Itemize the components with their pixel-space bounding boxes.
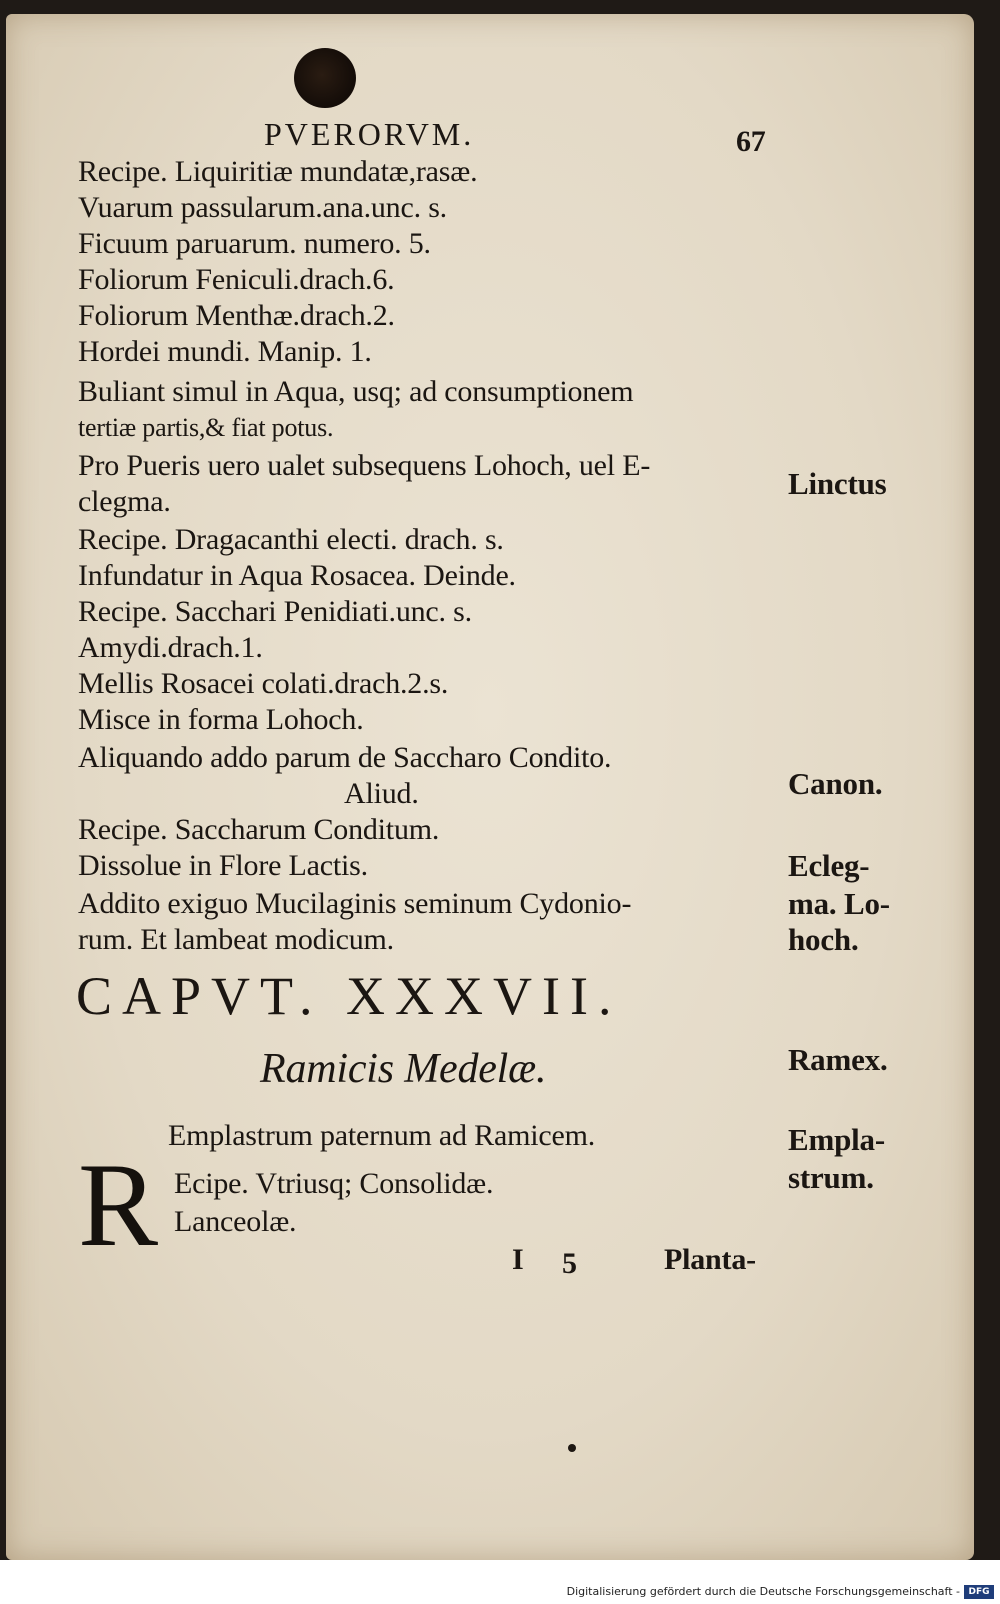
text-line: Recipe. Dragacanthi electi. drach. s. [78,523,504,556]
text-line: clegma. [78,485,171,518]
text-line: Ficuum paruarum. numero. 5. [78,227,431,260]
chapter-heading: CAPVT. XXXVII. [76,966,622,1026]
text-line: tertiæ partis,& fiat potus. [78,413,334,442]
text-line: Recipe. Sacchari Penidiati.unc. s. [78,595,472,628]
text-line: Foliorum Menthæ.drach.2. [78,299,395,332]
text-line: Infundatur in Aqua Rosacea. Deinde. [78,559,516,592]
text-line: Mellis Rosacei colati.drach.2.s. [78,667,449,700]
catchword: Planta- [664,1243,756,1276]
page-number: 67 [736,125,766,158]
drop-cap: R [78,1138,159,1271]
footer-credit: Digitalisierung gefördert durch die Deutsche Forschungsgemeinschaft - [566,1585,960,1598]
text-line: Ecipe. Vtriusq; Consolidæ. [174,1167,494,1200]
ink-dot [568,1444,576,1452]
text-line: Dissolue in Flore Lactis. [78,849,368,882]
marginal-note: Empla- [788,1122,885,1157]
marginal-note: strum. [788,1160,874,1195]
text-line: rum. Et lambeat modicum. [78,923,394,956]
chapter-subtitle: Ramicis Medelæ. [260,1046,547,1092]
marginal-note: Ecleg- [788,848,870,883]
text-line: Buliant simul in Aqua, usq; ad consumptionem [78,375,634,408]
marginal-note: Linctus [788,466,887,501]
paper-hole [294,48,356,108]
marginal-note: hoch. [788,922,859,957]
signature-number: 5 [562,1247,577,1280]
running-title: PVERORVM. [264,116,475,152]
text-line: Hordei mundi. Manip. 1. [78,335,372,368]
text-line: Amydi.drach.1. [78,631,263,664]
marginal-note: Ramex. [788,1042,888,1077]
text-line: Foliorum Feniculi.drach.6. [78,263,395,296]
dfg-logo: DFG [964,1585,994,1599]
text-line: Misce in forma Lohoch. [78,703,364,736]
text-line: Aliquando addo parum de Saccharo Condito. [78,741,612,774]
text-line: Vuarum passularum.ana.unc. s. [78,191,447,224]
digitization-footer [0,1560,1000,1604]
text-line: Recipe. Liquiritiæ mundatæ,rasæ. [78,155,478,188]
text-line: Recipe. Saccharum Conditum. [78,813,440,846]
text-line: Addito exiguo Mucilaginis seminum Cydonio- [78,887,632,920]
text-line: Lanceolæ. [174,1205,297,1238]
book-page [6,14,974,1560]
marginal-note: ma. Lo- [788,886,890,921]
marginal-note: Canon. [788,766,883,801]
recipe-title: Emplastrum paternum ad Ramicem. [168,1119,596,1152]
signature-mark: I [512,1243,524,1276]
text-line: Pro Pueris uero ualet subsequens Lohoch, uel E- [78,449,651,482]
text-line-centered: Aliud. [344,777,419,810]
